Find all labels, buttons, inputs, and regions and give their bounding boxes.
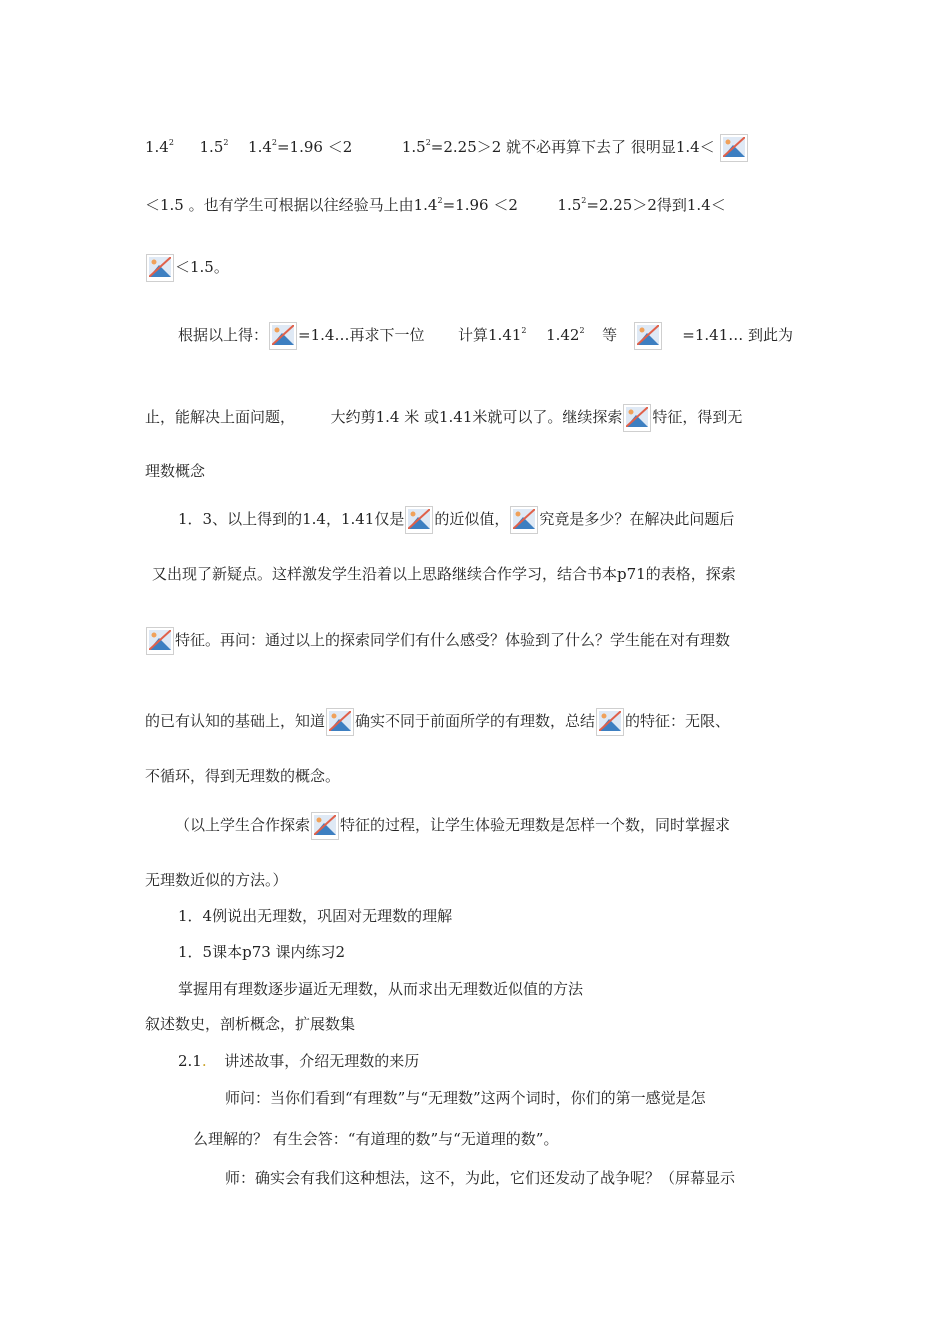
line-16: 掌握用有理数逐步逼近无理数，从而求出无理数近似值的方法 (178, 980, 584, 998)
line-1 (145, 134, 749, 156)
line-20: 么理解的？ 有生会答：“有道理的数”与“无道理的数”。 (193, 1130, 559, 1148)
broken-image-icon (596, 708, 624, 736)
line-6: 理数概念 (145, 462, 206, 480)
broken-image-icon (634, 322, 662, 350)
broken-image-icon (510, 506, 538, 534)
broken-image-icon (146, 254, 174, 282)
text-1-4-sq-result: $1.4^2=1.96 <2$ (248, 138, 353, 156)
line-2: ＜1.5 。也有学生可根据以往经验马上由$1.4^2=1.96 <2$ $1.5^2=2.25>2$得到1.4＜ (145, 196, 726, 214)
line-12: （以上学生合作探索 特征的过程，让学生体验无理数是怎样一个数，同时掌握求 (175, 812, 730, 834)
line-17: 叙述数史，剖析概念，扩展数集 (145, 1015, 356, 1033)
line-11: 不循环，得到无理数的概念。 (145, 767, 341, 785)
line-8: 又出现了新疑点。这样激发学生沿着以上思路继续合作学习，结合书本p71的表格，探索 (152, 565, 736, 583)
line-14: 1．4例说出无理数，巩固对无理数的理解 (178, 907, 453, 925)
text-1-5-squared: $1.5^2$ (199, 138, 229, 156)
broken-image-icon (311, 812, 339, 840)
line-3: ＜1.5。 (145, 254, 229, 276)
line-21: 师：确实会有我们这种想法，这不，为此，它们还发动了战争呢？（屏幕显示 (225, 1169, 736, 1187)
broken-image-icon (269, 322, 297, 350)
broken-image-icon (720, 134, 748, 162)
text-1-5-sq-result: $1.5^2=2.25>2$ 就不必再算下去了 很明显1.4＜ (401, 138, 715, 156)
line-5: 止，能解决上面问题， 大约剪1.4 米 或1.41米就可以了。继续探索 特征，得到无 (145, 404, 742, 426)
broken-image-icon (146, 627, 174, 655)
broken-image-icon (326, 708, 354, 736)
line-19: 师问：当你们看到“有理数”与“无理数”这两个词时，你们的第一感觉是怎 (225, 1089, 706, 1107)
line-15: 1．5课本p73 课内练习2 (178, 943, 346, 961)
line-9: 特征。再问：通过以上的探索同学们有什么感受？体验到了什么？学生能在对有理数 (145, 627, 730, 649)
line-13: 无理数近似的方法。） (145, 871, 288, 889)
text-1-4-squared: $1.4^2$ (145, 138, 174, 156)
broken-image-icon (405, 506, 433, 534)
line-10: 的已有认知的基础上，知道 确实不同于前面所学的有理数，总结 的特征：无限、 (145, 708, 730, 730)
line-4: 根据以上得： =1.4…再求下一位 计算1.41$^2$ 1.42$^2$ 等 =1.41… 到此为 (178, 322, 793, 344)
broken-image-icon (623, 404, 651, 432)
line-18: 2.1. 讲述故事，介绍无理数的来历 (178, 1052, 420, 1070)
line-7: 1．3、以上得到的1.4，1.41仅是 的近似值， 究竟是多少？在解决此问题后 (178, 506, 734, 528)
